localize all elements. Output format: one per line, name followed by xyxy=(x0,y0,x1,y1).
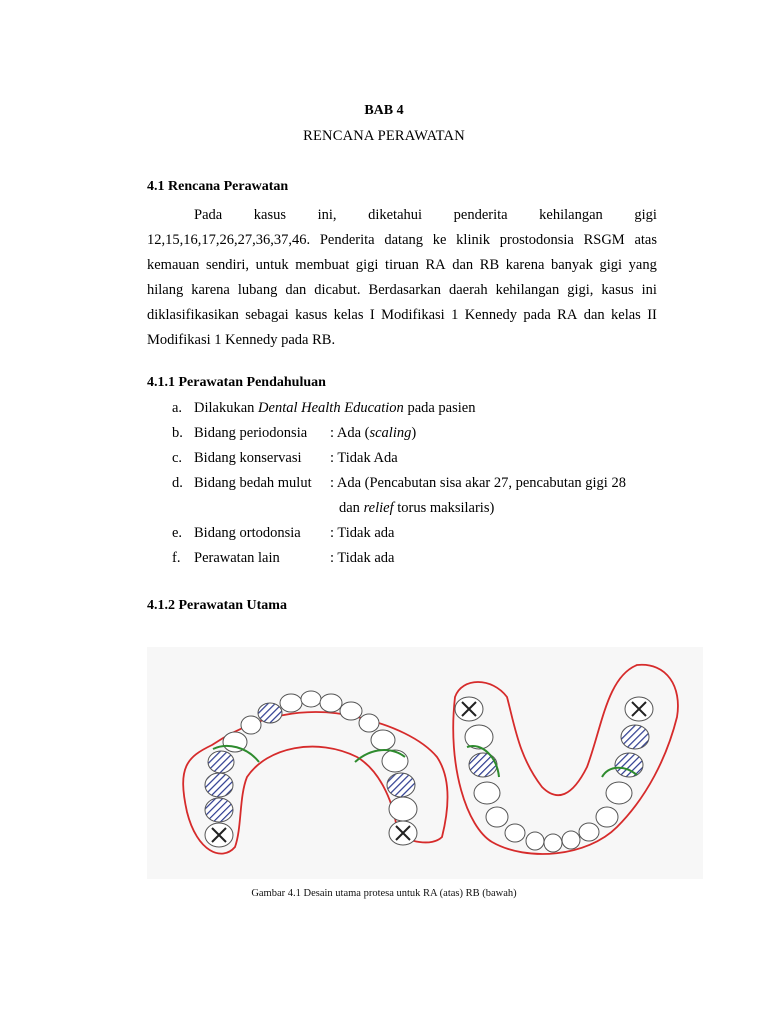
chapter-title: RENCANA PERAWATAN xyxy=(303,128,465,144)
word: kasus xyxy=(601,282,634,298)
tooth xyxy=(371,730,395,750)
section-heading-4-1-2: 4.1.2 Perawatan Utama xyxy=(147,598,287,613)
section-heading-4-1: 4.1 Rencana Perawatan xyxy=(147,179,289,194)
paragraph-rencana-perawatan xyxy=(147,203,657,353)
hatched-tooth xyxy=(615,753,643,777)
hatched-tooth xyxy=(208,751,234,773)
word: untuk xyxy=(255,257,289,273)
word: Berdasarkan xyxy=(368,282,441,298)
word: gigi xyxy=(634,207,657,223)
chapter-label: BAB 4 xyxy=(364,103,404,118)
word: sendiri, xyxy=(205,257,250,273)
denture-design-figure xyxy=(147,647,703,879)
tooth xyxy=(241,716,261,734)
denture-design-drawing xyxy=(147,647,703,879)
word: yang xyxy=(628,257,657,273)
hatched-tooth xyxy=(205,798,233,822)
paragraph-line xyxy=(147,278,657,303)
tooth xyxy=(389,797,417,821)
word: kehilangan xyxy=(495,282,560,298)
list-item-text: Dilakukan Dental Health Education pada pasien xyxy=(194,400,476,416)
tooth xyxy=(486,807,508,827)
word: penderita xyxy=(453,207,508,223)
word: II xyxy=(647,307,657,323)
list-item-value: : Ada (scaling) xyxy=(330,425,417,441)
word: gigi xyxy=(599,257,623,273)
hatched-tooth xyxy=(469,753,497,777)
tooth xyxy=(562,831,580,849)
tooth xyxy=(340,702,362,720)
word: membuat xyxy=(295,257,350,273)
tooth xyxy=(474,782,500,804)
word: kehilangan xyxy=(539,207,603,223)
list-item-value: : Tidak Ada xyxy=(330,450,398,466)
word: ke xyxy=(432,232,447,248)
word: karena xyxy=(191,282,230,298)
word: klinik xyxy=(456,232,491,248)
tooth xyxy=(596,807,618,827)
word: diklasifikasikan xyxy=(147,307,239,323)
paragraph-last-line: Modifikasi 1 Kennedy pada RB. xyxy=(147,332,336,348)
word: atas xyxy=(634,232,657,248)
tooth xyxy=(359,714,379,732)
word: datang xyxy=(384,232,424,248)
paragraph-line xyxy=(147,203,657,228)
list-item-value: : Ada (Pencabutan sisa akar 27, pencabutan gigi 28 xyxy=(330,475,626,491)
word: gigi, xyxy=(567,282,594,298)
word: I xyxy=(369,307,375,323)
word: Kennedy xyxy=(464,307,518,323)
word: Modifikasi xyxy=(381,307,445,323)
word: karena xyxy=(505,257,545,273)
word: dan xyxy=(452,257,474,273)
word: RA xyxy=(425,257,446,273)
word: RSGM xyxy=(583,232,625,248)
tooth xyxy=(280,694,302,712)
list-item-value: dan relief torus maksilaris) xyxy=(339,500,495,516)
word: dan xyxy=(285,282,307,298)
word: pada xyxy=(523,307,551,323)
tooth xyxy=(606,782,632,804)
list-marker: c. xyxy=(172,450,183,466)
word: kemauan xyxy=(147,257,200,273)
word: kelas xyxy=(611,307,641,323)
list-item-label: Bidang bedah mulut xyxy=(194,475,312,491)
list-marker: d. xyxy=(172,475,183,491)
word: RA xyxy=(557,307,578,323)
word: gigi xyxy=(355,257,379,273)
list-item-value: : Tidak ada xyxy=(330,550,395,566)
word: banyak xyxy=(551,257,593,273)
word: sebagai xyxy=(245,307,289,323)
paragraph-line xyxy=(147,328,657,353)
word: RB xyxy=(479,257,500,273)
word: tiruan xyxy=(385,257,419,273)
hatched-tooth xyxy=(258,703,282,723)
paragraph-line xyxy=(147,228,657,253)
word: ini xyxy=(641,282,657,298)
tooth xyxy=(301,691,321,707)
list-item-label: Bidang periodonsia xyxy=(194,425,308,441)
tooth xyxy=(320,694,342,712)
list-marker: e. xyxy=(172,525,183,541)
section-heading-4-1-1: 4.1.1 Perawatan Pendahuluan xyxy=(147,375,326,390)
word: 1 xyxy=(451,307,459,323)
paragraph-line xyxy=(147,303,657,328)
paragraph-line xyxy=(147,253,657,278)
word: lubang xyxy=(237,282,278,298)
list-item-value: : Tidak ada xyxy=(330,525,395,541)
list-marker: a. xyxy=(172,400,183,416)
word: diketahui xyxy=(368,207,423,223)
tooth xyxy=(505,824,525,842)
word: Pada xyxy=(194,207,223,223)
hatched-tooth xyxy=(205,773,233,797)
word: 12,15,16,17,26,27,36,37,46. xyxy=(147,232,311,248)
word: dan xyxy=(583,307,605,323)
word: ini, xyxy=(317,207,337,223)
word: dicabut. xyxy=(314,282,361,298)
tooth xyxy=(526,832,544,850)
tooth xyxy=(579,823,599,841)
word: kasus xyxy=(253,207,286,223)
word: daerah xyxy=(448,282,488,298)
tooth xyxy=(544,834,562,852)
word: kasus xyxy=(295,307,328,323)
tooth xyxy=(382,750,408,772)
list-item-label: Bidang konservasi xyxy=(194,450,302,466)
word: prostodonsia xyxy=(499,232,574,248)
figure-caption: Gambar 4.1 Desain utama protesa untuk RA (atas) RB (bawah) xyxy=(251,888,517,899)
list-marker: b. xyxy=(172,425,183,441)
list-item-label: Perawatan lain xyxy=(194,550,280,566)
hatched-tooth xyxy=(621,725,649,749)
list-marker: f. xyxy=(172,550,181,566)
list-item-label: Bidang ortodonsia xyxy=(194,525,301,541)
word: Penderita xyxy=(319,232,375,248)
hatched-tooth xyxy=(387,773,415,797)
word: kelas xyxy=(333,307,364,323)
word: hilang xyxy=(147,282,184,298)
